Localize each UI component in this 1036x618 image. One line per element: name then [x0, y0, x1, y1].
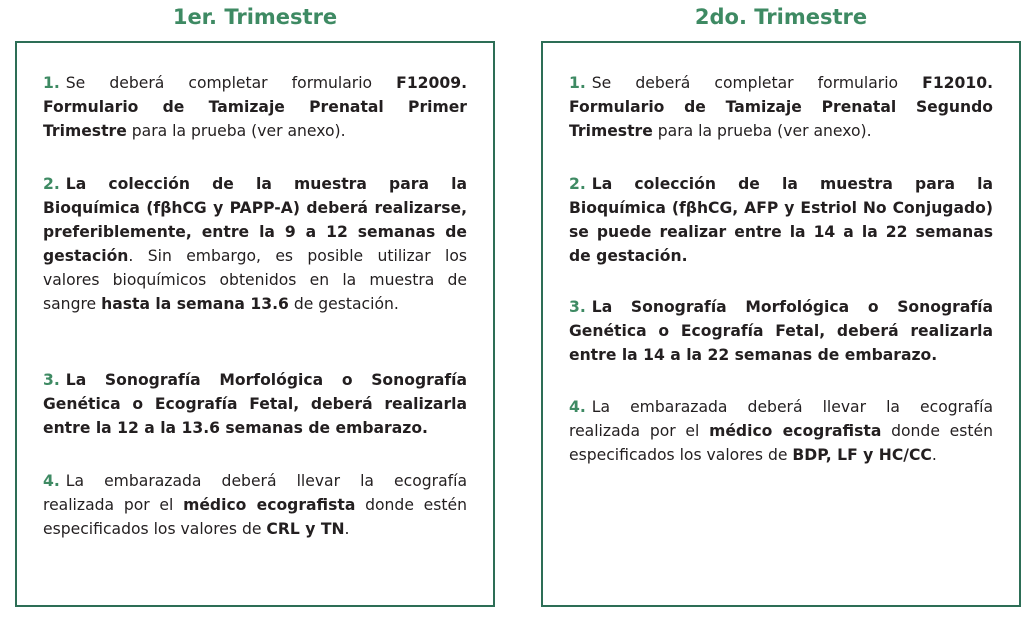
second-trimester-title: 2do. Trimestre — [694, 5, 868, 29]
step-2 — [43, 172, 467, 316]
step-number: 3. — [43, 371, 60, 389]
body-text: . — [931, 446, 937, 464]
step-number: 4. — [569, 398, 586, 416]
step-2 — [569, 172, 993, 268]
body-text: para la prueba (ver anexo). — [652, 122, 872, 140]
body-text: . — [344, 520, 350, 538]
body-text: de gestación. — [288, 295, 399, 313]
body-text: La embarazada deberá llevar la ecografía realizada por el — [43, 472, 467, 514]
step-1 — [43, 71, 467, 143]
body-text: La embarazada deberá llevar la ecografía realizada por el — [569, 398, 993, 440]
emphasized-text: La Sonografía Morfológica o Sonografía Genética o Ecografía Fetal, deberá realizarla entre la 12 a la 13.6 semanas de embarazo. — [43, 371, 467, 437]
second-trimester-panel — [541, 41, 1021, 607]
step-4 — [43, 469, 467, 541]
first-trimester-title: 1er. Trimestre — [172, 5, 338, 29]
step-1 — [569, 71, 993, 143]
emphasized-text: F12010. Formulario de Tamizaje Prenatal Segundo Trimestre — [569, 74, 993, 140]
step-number: 1. — [43, 74, 60, 92]
emphasized-text: hasta la semana 13.6 — [101, 295, 289, 313]
step-number: 4. — [43, 472, 60, 490]
emphasized-text: La Sonografía Morfológica o Sonografía Genética o Ecografía Fetal, deberá realizarla entre la 14 a la 22 semanas de embarazo. — [569, 298, 993, 364]
emphasized-text: BDP, LF y HC/CC — [792, 446, 932, 464]
step-number: 2. — [43, 175, 60, 193]
body-text: Se deberá completar formulario — [591, 74, 923, 92]
body-text: donde estén especificados los valores de — [43, 496, 467, 538]
emphasized-text: CRL y TN — [266, 520, 345, 538]
first-trimester-panel — [15, 41, 495, 607]
step-4 — [569, 395, 993, 467]
emphasized-text: médico ecografista — [709, 422, 882, 440]
emphasized-text: La colección de la muestra para la Bioquímica (fβhCG y PAPP-A) deberá realizarse, preferiblemente, entre la 9 a 12 semanas de gestación — [43, 175, 467, 265]
emphasized-text: La colección de la muestra para la Bioquímica (fβhCG, AFP y Estriol No Conjugado) se puede realizar entre la 14 a la 22 semanas de gestación. — [569, 175, 993, 265]
step-number: 3. — [569, 298, 586, 316]
step-3 — [43, 368, 467, 440]
emphasized-text: F12009. Formulario de Tamizaje Prenatal Primer Trimestre — [43, 74, 467, 140]
emphasized-text: médico ecografista — [183, 496, 356, 514]
body-text: Se deberá completar formulario — [65, 74, 397, 92]
body-text: . Sin embargo, es posible utilizar los valores bioquímicos obtenidos en la muestra de sangre — [43, 247, 467, 313]
step-number: 1. — [569, 74, 586, 92]
step-number: 2. — [569, 175, 586, 193]
step-3 — [569, 295, 993, 367]
body-text: donde estén especificados los valores de — [569, 422, 993, 464]
body-text: para la prueba (ver anexo). — [126, 122, 346, 140]
